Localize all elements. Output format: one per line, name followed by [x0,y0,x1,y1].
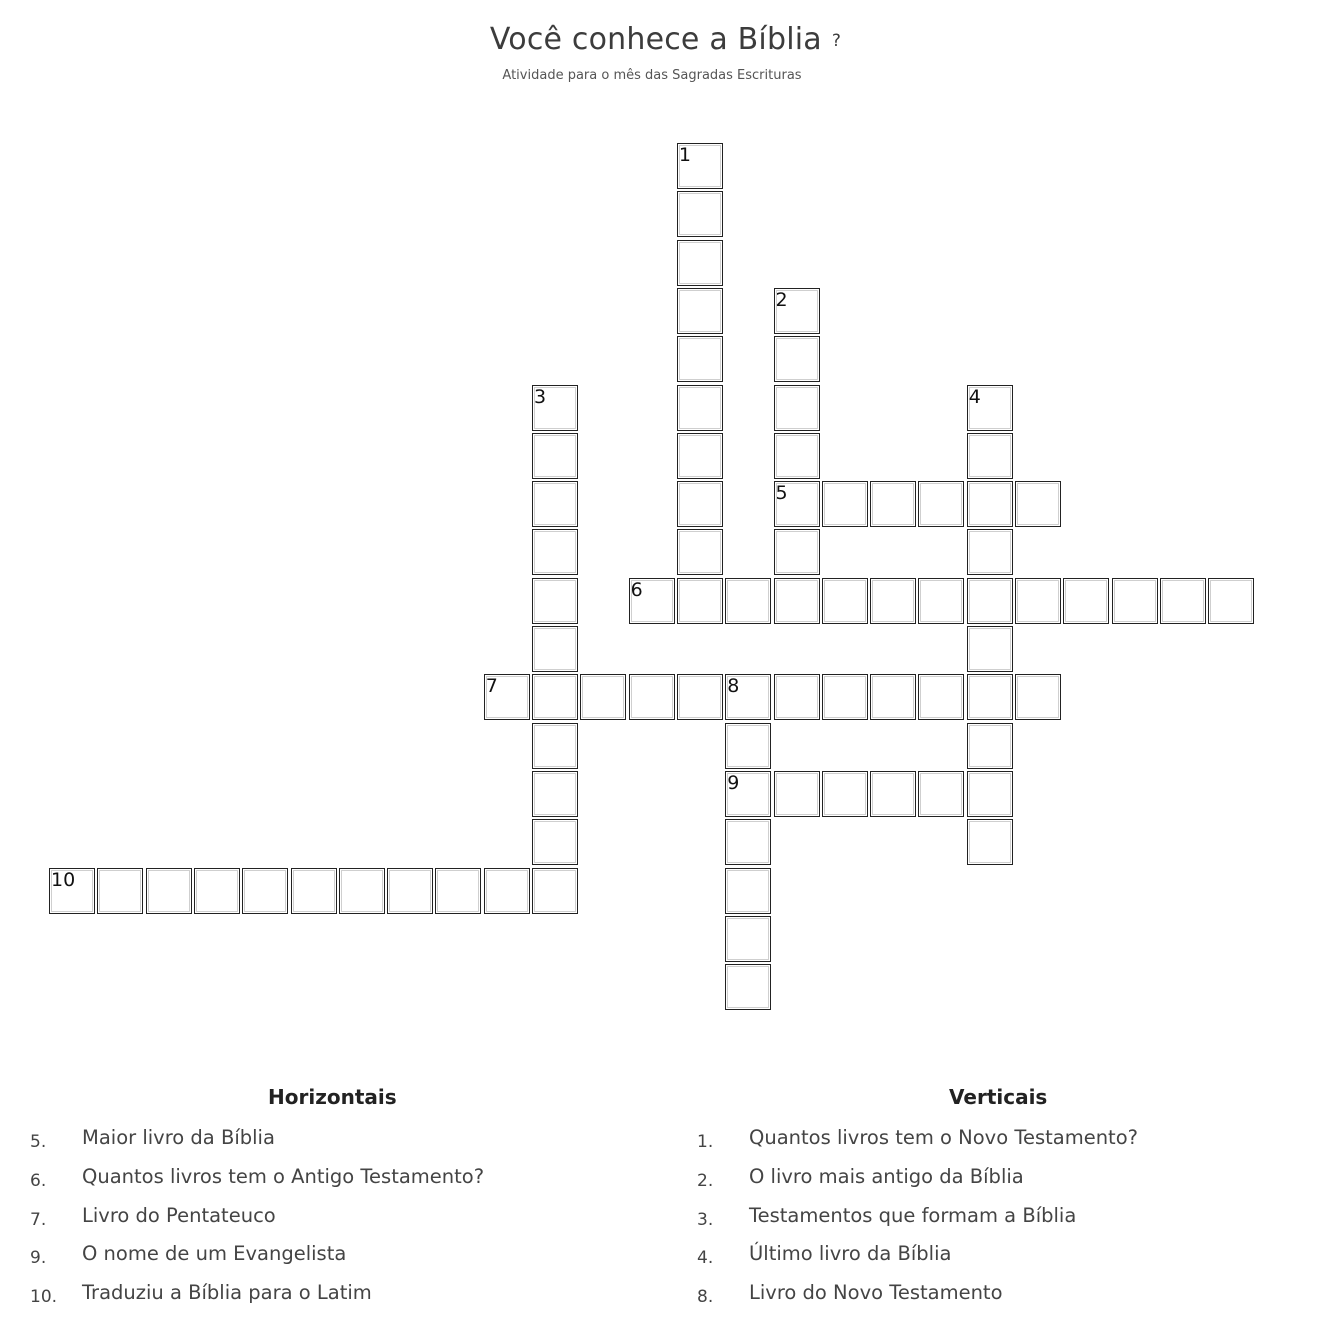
clue-text: Livro do Pentateuco [82,1203,276,1227]
crossword-cell[interactable] [677,674,723,720]
across-heading: Horizontais [268,1085,397,1109]
clue-number: 3. [697,1209,714,1230]
clue-number-label: 3 [534,385,547,408]
clue-number-label: 9 [727,771,740,794]
crossword-cell[interactable] [677,578,723,624]
crossword-cell[interactable] [532,529,578,575]
clue-text: Último livro da Bíblia [749,1242,952,1266]
clue-number: 10. [30,1287,58,1308]
crossword-cell[interactable] [1015,578,1061,624]
crossword-cell[interactable] [918,578,964,624]
clue-number: 4. [697,1248,714,1269]
crossword-cell[interactable] [967,433,1013,479]
crossword-cell[interactable] [725,819,771,865]
clue-text: Maior livro da Bíblia [82,1126,275,1149]
crossword-cell-9[interactable] [725,771,771,817]
crossword-cell[interactable] [677,481,723,527]
crossword-cell-7[interactable] [484,674,530,720]
crossword-cell[interactable] [822,674,868,720]
crossword-cell[interactable] [967,481,1013,527]
crossword-cell[interactable] [532,578,578,624]
crossword-cell[interactable] [870,578,916,624]
clue-text: Quantos livros tem o Antigo Testamento? [82,1164,485,1188]
crossword-cell[interactable] [774,385,820,431]
page-subtitle: Atividade para o mês das Sagradas Escrituras [502,68,802,83]
clue-text: Quantos livros tem o Novo Testamento? [749,1126,1138,1149]
crossword-cell[interactable] [1063,578,1109,624]
crossword-cell[interactable] [532,723,578,769]
clue-number: 2. [697,1170,714,1191]
clue-number: 6. [30,1170,47,1191]
clue-text: Testamentos que formam a Bíblia [749,1203,1077,1227]
crossword-cell[interactable] [967,674,1013,720]
crossword-cell[interactable] [580,674,626,720]
clue-text: Traduziu a Bíblia para o Latim [82,1281,372,1305]
crossword-cell[interactable] [677,529,723,575]
clue-number-label: 8 [727,675,740,698]
crossword-cell[interactable] [918,771,964,817]
crossword-cell[interactable] [677,240,723,286]
crossword-cell[interactable] [435,868,481,914]
crossword-cell-1[interactable] [677,143,723,189]
crossword-cell-2[interactable] [774,288,820,334]
crossword-cell[interactable] [918,674,964,720]
crossword-cell[interactable] [774,674,820,720]
crossword-cell[interactable] [967,723,1013,769]
clue-number-label: 4 [968,385,981,408]
crossword-cell[interactable] [629,674,675,720]
clue-text: O nome de um Evangelista [82,1242,347,1266]
crossword-cell-4[interactable] [967,385,1013,431]
clue-number: 8. [697,1287,714,1308]
down-heading: Verticais [949,1085,1048,1109]
crossword-cell[interactable] [967,529,1013,575]
clue-number: 9. [30,1248,47,1269]
title-text: Você conhece a Bíblia [489,22,822,57]
crossword-cell[interactable] [725,578,771,624]
crossword-cell-3[interactable] [532,385,578,431]
clue-number: 5. [30,1132,47,1152]
crossword-cell[interactable] [387,868,433,914]
crossword-cell[interactable] [967,626,1013,672]
crossword-cell[interactable] [532,771,578,817]
crossword-cell-6[interactable] [629,578,675,624]
clue-text: Livro do Novo Testamento [749,1281,1003,1305]
crossword-cell[interactable] [774,771,820,817]
crossword-cell[interactable] [532,433,578,479]
crossword-cell[interactable] [1015,674,1061,720]
crossword-cell[interactable] [870,674,916,720]
clue-number: 1. [697,1132,714,1152]
crossword-cell[interactable] [774,336,820,382]
crossword-cell[interactable] [339,868,385,914]
crossword-cell[interactable] [194,868,240,914]
crossword-cell[interactable] [146,868,192,914]
crossword-cell[interactable] [774,578,820,624]
crossword-cell[interactable] [677,433,723,479]
crossword-cell[interactable] [677,191,723,237]
clue-number-label: 1 [678,144,691,166]
crossword-cell[interactable] [967,771,1013,817]
crossword-cell[interactable] [677,288,723,334]
crossword-cell[interactable] [532,481,578,527]
crossword-cell-5[interactable] [774,481,820,527]
crossword-cell[interactable] [532,868,578,914]
crossword-cell[interactable] [870,481,916,527]
crossword-cell[interactable] [725,868,771,914]
clue-number: 7. [30,1209,47,1230]
clue-number-label: 10 [51,868,76,891]
crossword-cell[interactable] [725,723,771,769]
clue-number-label: 6 [630,578,643,601]
clue-number-label: 2 [775,288,788,311]
crossword-cell[interactable] [822,481,868,527]
crossword-cell[interactable] [774,529,820,575]
crossword-cell-8[interactable] [725,674,771,720]
crossword-cell[interactable] [677,336,723,382]
crossword-cell[interactable] [822,771,868,817]
crossword-cell-10[interactable] [49,868,95,914]
crossword-cell[interactable] [532,819,578,865]
clue-text: O livro mais antigo da Bíblia [749,1164,1024,1188]
crossword-cell[interactable] [725,964,771,1010]
crossword-cell[interactable] [242,868,288,914]
crossword-cell[interactable] [725,916,771,962]
crossword-cell[interactable] [822,578,868,624]
crossword-cell[interactable] [677,385,723,431]
crossword-cell[interactable] [1112,578,1158,624]
crossword-cell[interactable] [774,433,820,479]
crossword-cell[interactable] [870,771,916,817]
crossword-cell[interactable] [532,674,578,720]
crossword-cell[interactable] [918,481,964,527]
clue-number-label: 7 [485,675,498,698]
clue-number-label: 5 [775,482,788,505]
crossword-cell[interactable] [1160,578,1206,624]
crossword-cell[interactable] [967,578,1013,624]
crossword-cell[interactable] [1015,481,1061,527]
crossword-cell[interactable] [291,868,337,914]
crossword-cell[interactable] [532,626,578,672]
crossword-cell[interactable] [484,868,530,914]
crossword-cell[interactable] [97,868,143,914]
crossword-cell[interactable] [1208,578,1254,624]
crossword-cell[interactable] [967,819,1013,865]
title-question-mark: ? [831,30,842,51]
